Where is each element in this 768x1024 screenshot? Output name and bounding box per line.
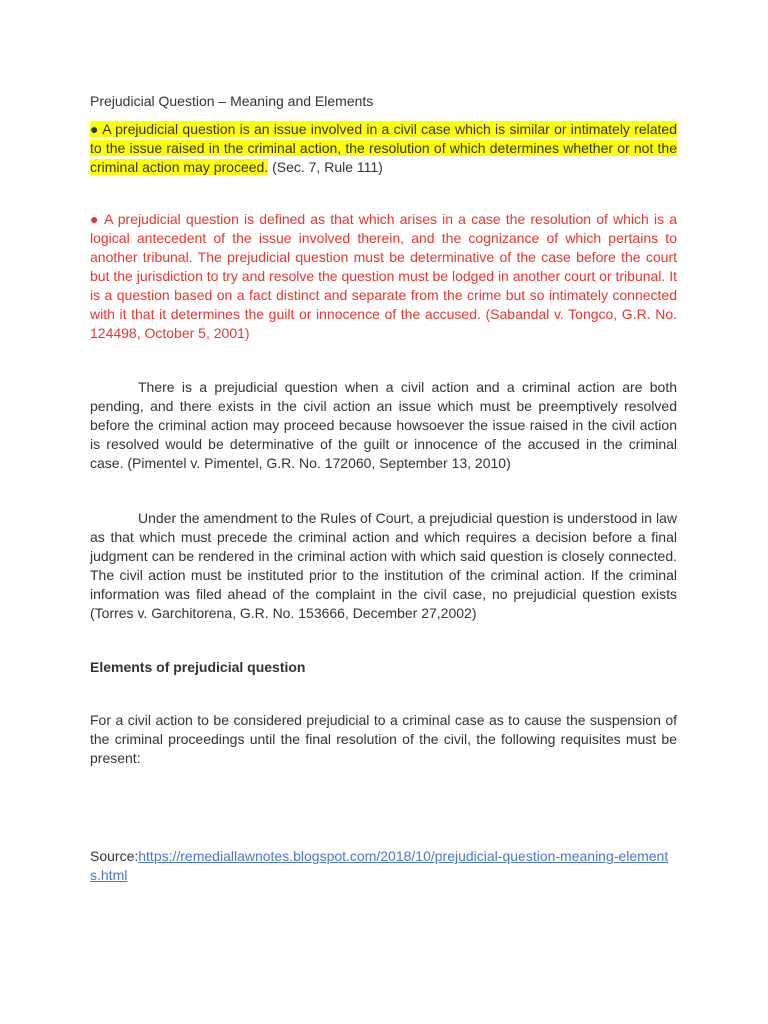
document-title: Prejudicial Question – Meaning and Elements bbox=[90, 93, 374, 109]
paragraph-definition-rule bbox=[90, 120, 677, 177]
highlighted-definition: ● A prejudicial question is an issue involved in a civil case which is similar or intimately related to the issue raised in the criminal action, the resolution of which determines whether or not the criminal action may proceed. bbox=[90, 121, 677, 175]
elements-heading: Elements of prejudicial question bbox=[90, 659, 306, 675]
paragraph-requisites: For a civil action to be considered prejudicial to a criminal case as to cause the suspension of the criminal proceedings until the final resolution of the civil, the following requisites must be present: bbox=[90, 712, 677, 766]
paragraph-torres: Under the amendment to the Rules of Court, a prejudicial question is understood in law as that which must precede the criminal action and which requires a decision before a final judgment can be rendered in the criminal action with which said question is closely connected. The civil action must be instituted prior to the institution of the criminal action. If the criminal information was filed ahead of the complaint in the civil case, no prejudicial question exists (Torres v. Garchitorena, G.R. No. 153666, December 27,2002) bbox=[90, 510, 677, 621]
source-line bbox=[90, 847, 677, 885]
source-label: Source: bbox=[90, 848, 139, 864]
paragraph-definition-sabandal: ● A prejudicial question is defined as that which arises in a case the resolution of which is a logical antecedent of the issue involved therein, and the cognizance of which pertains to another tribunal. The prejudicial question must be determinative of the case before the court but the jurisdiction to try and resolve the question must be lodged in another court or tribunal. It is a question based on a fact distinct and separate from the crime but so intimately connected with it that it determines the guilt or innocence of the accused. (Sabandal v. Tongco, G.R. No. 124498, October 5, 2001) bbox=[90, 211, 677, 341]
paragraph-pimentel: There is a prejudicial question when a civil action and a criminal action are both pending, and there exists in the civil action an issue which must be preemptively resolved before the criminal action may proceed because howsoever the issue raised in the civil action is resolved would be determinative of the guilt or innocence of the accused in the criminal case. (Pimentel v. Pimentel, G.R. No. 172060, September 13, 2010) bbox=[90, 379, 677, 471]
source-link[interactable]: https://remediallawnotes.blogspot.com/2018/10/prejudicial-question-meaning-elements.html bbox=[90, 848, 669, 883]
rule-citation: (Sec. 7, Rule 111) bbox=[268, 159, 383, 175]
